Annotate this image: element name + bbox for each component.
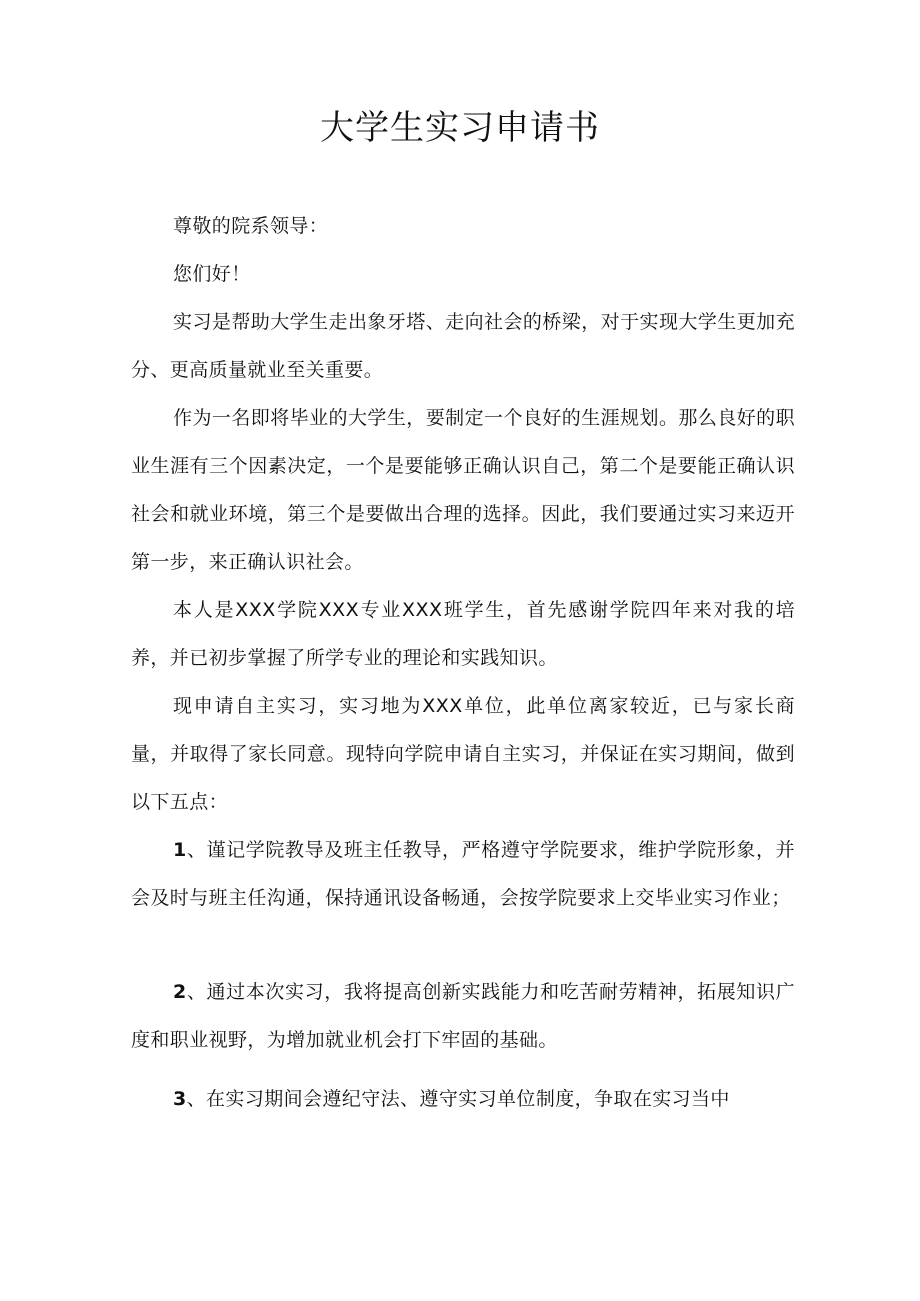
page-title: 大学生实习申请书: [320, 108, 600, 148]
list-item-number: 1: [173, 839, 187, 861]
placeholder-unit: XXX: [422, 695, 463, 717]
list-item: [131, 826, 795, 922]
paragraph-application: [131, 682, 795, 826]
text-segment: 本人是: [173, 599, 236, 621]
text-segment: 学院: [275, 599, 319, 621]
list-item: [131, 968, 795, 1064]
list-item-text: 、通过本次实习，我将提高创新实践能力和吃苦耐劳精神，拓展知识广度和职业视野，为增加就业机会打下牢固的基础。: [131, 981, 795, 1051]
placeholder-major: XXX: [318, 599, 360, 621]
paragraph-student-identity: [131, 586, 795, 682]
placeholder-class: XXX: [401, 599, 443, 621]
list-item-number: 3: [173, 1088, 187, 1110]
greeting: 您们好！: [173, 263, 251, 285]
paragraph-internship-bridge: 实习是帮助大学生走出象牙塔、走向社会的桥梁，对于实现大学生更加充分、更高质量就业至关重要。: [131, 311, 795, 381]
text-segment: 现申请自主实习，实习地为: [173, 695, 423, 717]
text-segment: 专业: [359, 599, 402, 621]
paragraph-career-planning: 作为一名即将毕业的大学生，要制定一个良好的生涯规划。那么良好的职业生涯有三个因素决定，一个是要能够正确认识自己，第二个是要能正确认识社会和就业环境，第三个是要做出合理的选择。因此，我们要通过实习来迈开第一步，来正确认识社会。: [131, 407, 795, 573]
salutation: 尊敬的院系领导：: [173, 215, 329, 237]
placeholder-college: XXX: [235, 599, 276, 621]
text-segment: 单位，此单位离家较近，已与家长商量，并取得了家长同意。现特向学院申请自主实习，并保证在实习期间，做到以下五点：: [131, 695, 795, 813]
list-item: [131, 1075, 795, 1123]
list-item-number: 2: [173, 981, 187, 1003]
text-segment: 班学生，首先感谢学院四年来对我的培养，并已初步掌握了所学专业的理论和实践知识。: [131, 599, 795, 669]
list-item-text: 、在实习期间会遵纪守法、遵守实习单位制度，争取在实习当中: [186, 1088, 730, 1110]
list-item-text: 、谨记学院教导及班主任教导，严格遵守学院要求，维护学院形象，并会及时与班主任沟通，保持通讯设备畅通，会按学院要求上交毕业实习作业；: [131, 839, 795, 909]
